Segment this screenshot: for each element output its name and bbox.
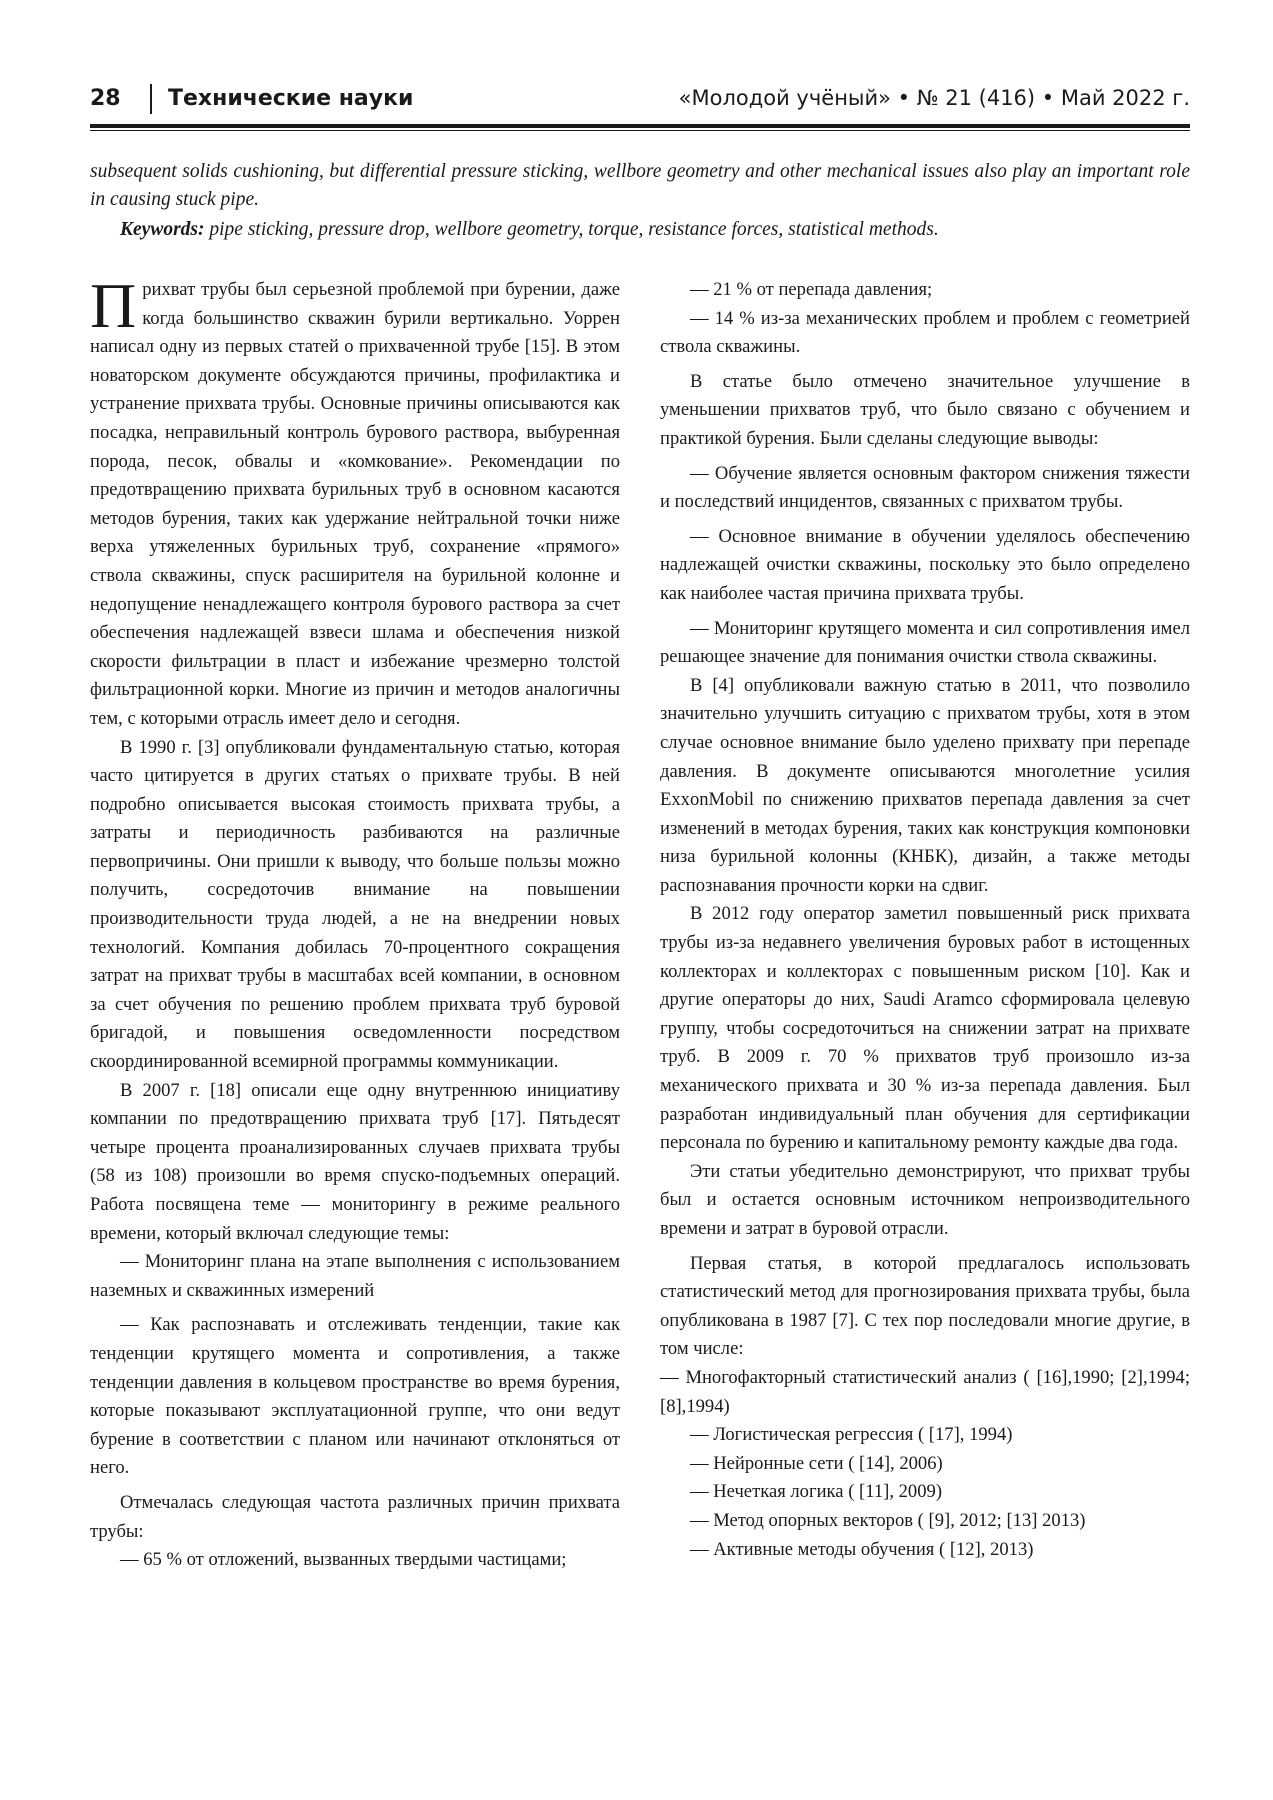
list-item: — 65 % от отложений, вызванных твердыми частицами; xyxy=(120,1549,567,1571)
list-item: — 21 % от перепада давления; xyxy=(690,279,933,300)
keywords-list: pipe sticking, pressure drop, wellbore geometry, torque, resistance forces, statistical methods. xyxy=(204,219,939,240)
header-rule-thin xyxy=(90,130,1190,131)
list-item: — Как распознавать и отслеживать тенденции, такие как тенденции крутящего момента и сопротивления, а также тенденции давления в кольцевом пространстве во время бурения, которые показывают эксплуатационной группе, что они ведут бурение в соответствии с планом или начинают отклоняться от него. xyxy=(90,1314,620,1479)
running-header xyxy=(90,86,1190,122)
left-column xyxy=(90,270,620,1575)
list-item: — Мониторинг плана на этапе выполнения с использованием наземных и скважинных измерений xyxy=(90,1251,620,1301)
header-divider xyxy=(150,84,152,114)
list-item: — Нейронные сети ( [14], 2006) xyxy=(690,1452,943,1474)
abstract-tail xyxy=(90,158,1190,244)
list-item: — Активные методы обучения ( [12], 2013) xyxy=(690,1538,1034,1560)
page-number: 28 xyxy=(90,86,121,111)
list-item: — Нечеткая логика ( [11], 2009) xyxy=(690,1481,943,1503)
header-rule xyxy=(90,124,1190,128)
list-item: — Обучение является основным фактором снижения тяжести и последствий инцидентов, связанных с прихватом трубы. xyxy=(660,462,1190,513)
paragraph: Первая статья, в которой предлагалось использовать статистический метод для прогнозирования прихвата трубы, была опубликована в 1987 [7]. С тех пор последовали многие другие, в том числе: xyxy=(660,1252,1190,1360)
keywords-label: Keywords: xyxy=(120,219,205,240)
list-item: — Мониторинг крутящего момента и сил сопротивления имел решающее значение для понимания очистки ствола скважины. xyxy=(660,617,1190,668)
paragraph: В 1990 г. [3] опубликовали фундаментальную статью, которая часто цитируется в других статьях о прихвате трубы. В ней подробно описывается высокая стоимость прихвата трубы, а затраты и периодичность разбиваются на различные первопричины. Они пришли к выводу, что больше пользы можно получить, сосредоточив внимание на повышении производительности труда людей, а не на внедрении новых технологий. Компания добилась 70-процентного сокращения затрат на прихват трубы в масштабах всей компании, в основном за счет обучения по решению проблем прихвата труб буровой бригадой, и повышения осведомленности посредством скоординированной всемирной программы коммуникации. xyxy=(90,736,620,1073)
paragraph: В статье было отмечено значительное улучшение в уменьшении прихватов труб, что было связано с обучением и практикой бурения. Были сделаны следующие выводы: xyxy=(660,370,1190,449)
list-item: — Основное внимание в обучении уделялось обеспечению надлежащей очистки скважины, поскольку это было определено как наиболее частая причина прихвата трубы. xyxy=(660,525,1190,604)
journal-info: «Молодой учёный» • № 21 (416) • Май 2022 г. xyxy=(678,86,1190,110)
right-column xyxy=(660,276,1190,1564)
drop-cap: П xyxy=(90,270,137,341)
section-title: Технические науки xyxy=(168,86,414,111)
paragraph-text: рихват трубы был серьезной проблемой при бурении, даже когда большинство скважин бурили вертикально. Уоррен написал одну из первых статей о прихваченной трубе [15]. В этом новаторском документе обсуждаются причины, профилактика и устранение прихвата трубы. Основные причины описываются как посадка, неправильный контроль бурового раствора, выбуренная порода, песок, обвалы и «комкование». Рекомендации по предотвращению прихвата бурильных труб в основном касаются методов бурения, таких как удержание нейтральной точки ниже верха утяжеленных бурильных труб, сохранение «прямого» ствола скважины, спуск расширителя на бурильной колонне и недопущение ненадлежащего контроля бурового раствора за счет обеспечения надлежащей взвеси шлама и обеспечения низкой скорости фильтрации в пласт и избежание чрезмерно толстой фильтрационной корки. Многие из причин и методов аналогичны тем, с которыми отрасль имеет дело и сегодня. xyxy=(90,279,620,729)
paragraph: В 2007 г. [18] описали еще одну внутреннюю инициативу компании по предотвращению прихвата труб [17]. Пятьдесят четыре процента проанализированных случаев прихвата трубы (58 из 108) произошли во время спуско-подъемных операций. Работа посвящена теме — мониторингу в режиме реального времени, который включал следующие темы: xyxy=(90,1079,620,1244)
keywords xyxy=(90,216,1190,244)
list-item: — 14 % из-за механических проблем и проблем с геометрией ствола скважины. xyxy=(660,307,1190,358)
paragraph: Отмечалась следующая частота различных причин прихвата трубы: xyxy=(90,1491,620,1542)
abstract-text: subsequent solids cushioning, but differential pressure sticking, wellbore geometry and other mechanical issues also play an important role in causing stuck pipe. xyxy=(90,161,1190,210)
list-item: — Многофакторный статистический анализ ( [16],1990; [2],1994; [8],1994) xyxy=(660,1366,1190,1417)
paragraph: Эти статьи убедительно демонстрируют, что прихват трубы был и остается основным источником непроизводительного времени и затрат в буровой отрасли. xyxy=(660,1160,1190,1239)
paragraph: В [4] опубликовали важную статью в 2011, что позволило значительно улучшить ситуацию с прихватом трубы, хотя в этом случае основное внимание было уделено прихвату при перепаде давления. В документе описываются многолетние усилия ExxonMobil по снижению прихватов перепада давления за счет изменений в методах бурения, таких как конструкция компоновки низа бурильной колонны (КНБК), дизайн, а также методы распознавания прочности корки на сдвиг. xyxy=(660,674,1190,896)
paragraph xyxy=(90,270,620,734)
list-item: — Метод опорных векторов ( [9], 2012; [13] 2013) xyxy=(690,1509,1086,1531)
paragraph: В 2012 году оператор заметил повышенный риск прихвата трубы из-за недавнего увеличения буровых работ в истощенных коллекторах и коллекторах с повышенным риском [10]. Как и другие операторы до них, Saudi Aramco сформировала целевую группу, чтобы сосредоточиться на снижении затрат на прихвате труб. В 2009 г. 70 % прихватов труб произошло из-за механического прихвата и 30 % из-за перепада давления. Был разработан индивидуальный план обучения для сертификации персонала по бурению и капитальному ремонту каждые два года. xyxy=(660,903,1190,1154)
list-item: — Логистическая регрессия ( [17], 1994) xyxy=(690,1424,1013,1446)
